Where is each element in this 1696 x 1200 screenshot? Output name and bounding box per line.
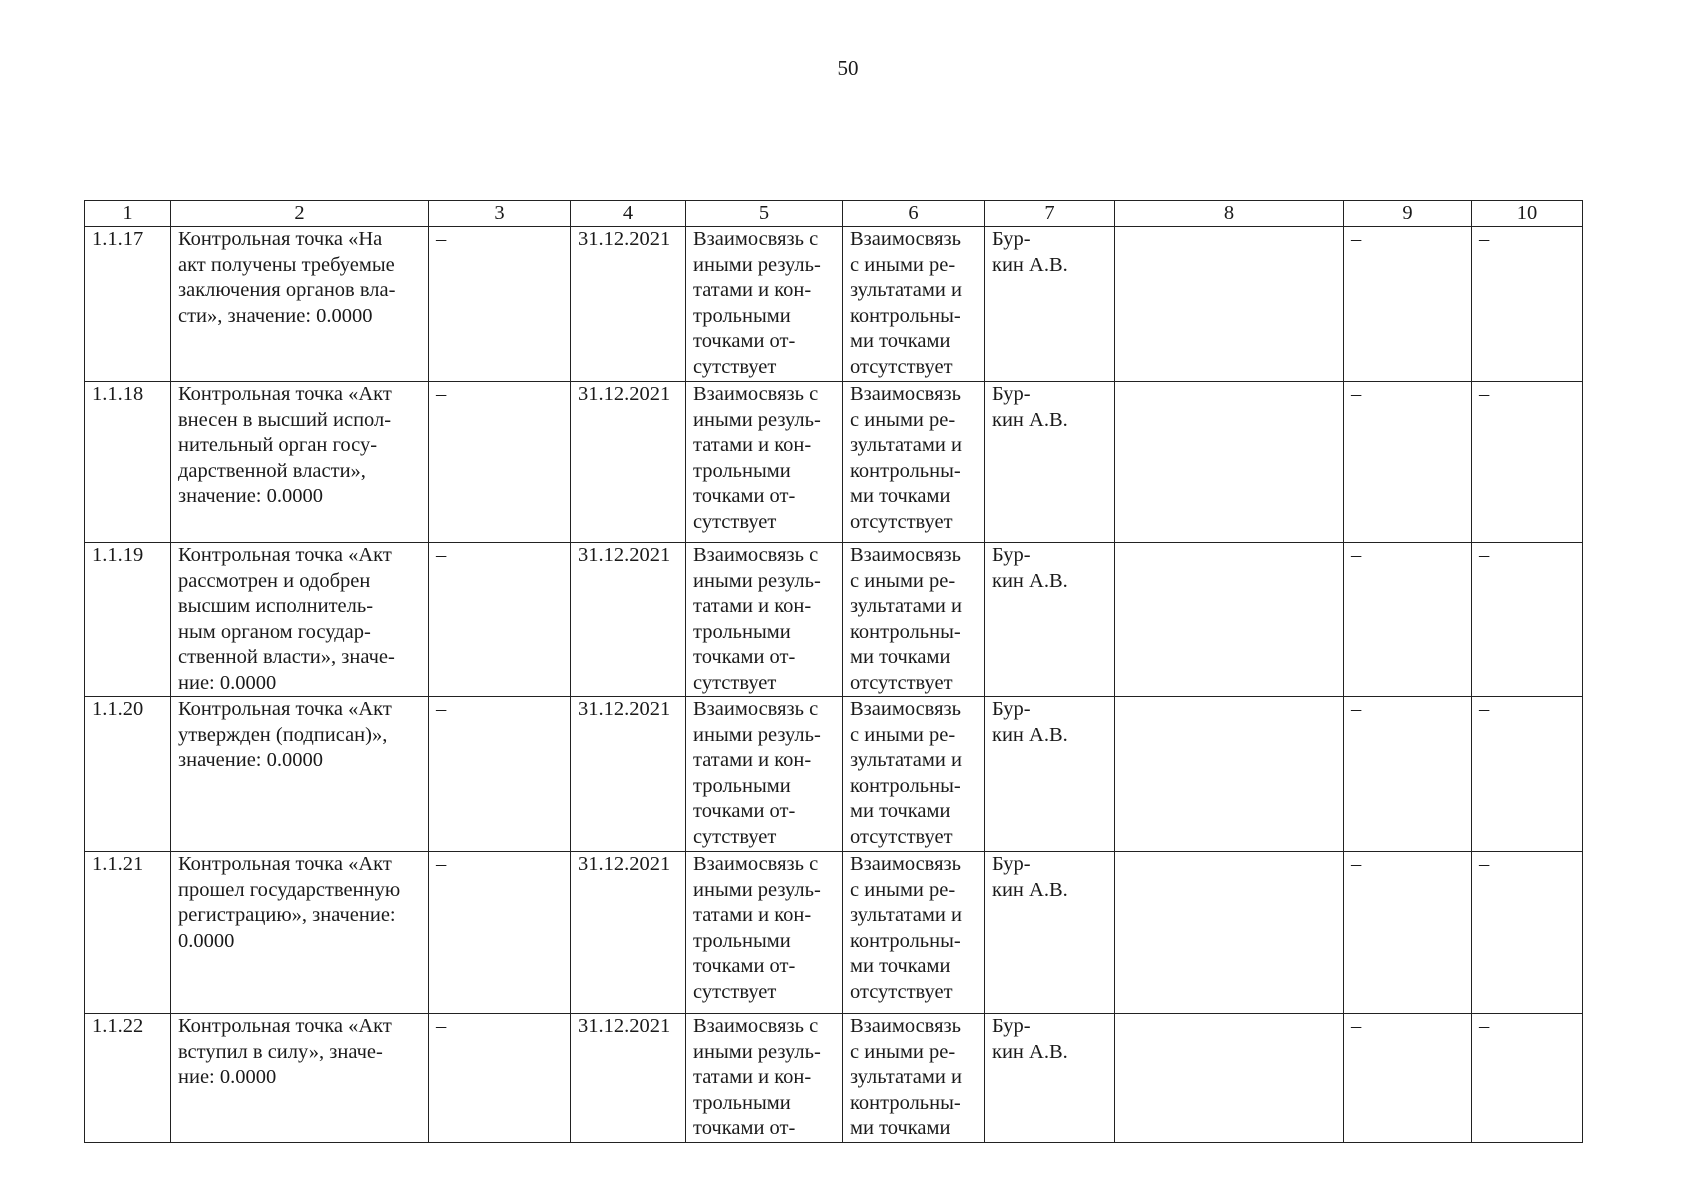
control-points-table (84, 200, 1583, 1143)
relation-control-cell-line: ми точками (850, 646, 951, 668)
table-row (85, 543, 1583, 697)
relation-results-cell-line: сутствует (693, 510, 777, 533)
column-header: 2 (171, 201, 429, 227)
col9-cell: – (1344, 227, 1472, 382)
relation-control-cell-line: Взаимосвязь (850, 1015, 961, 1037)
relation-control-cell (843, 543, 985, 697)
description-cell (171, 382, 429, 543)
date-cell: 31.12.2021 (571, 697, 686, 852)
responsible-cell-line: Бур- (992, 544, 1031, 566)
col8-cell (1115, 1014, 1344, 1143)
relation-results-cell-line: трольными (693, 304, 791, 327)
relation-control-cell-line: отсутствует (850, 825, 953, 848)
col8-cell (1115, 543, 1344, 697)
description-cell-line: прошел государственную (178, 878, 401, 901)
responsible-cell-line: Бур- (992, 1015, 1031, 1037)
relation-results-cell-line: иными резуль- (693, 253, 821, 276)
relation-control-cell-line: отсутствует (850, 671, 953, 694)
description-cell-line: сти», значение: 0.0000 (178, 304, 373, 327)
col8-cell (1115, 227, 1344, 382)
relation-control-cell-line: с иными ре- (850, 253, 956, 276)
description-cell-line: Контрольная точка «Акт (178, 698, 392, 720)
relation-results-cell-line: сутствует (693, 980, 777, 1003)
responsible-cell (985, 382, 1115, 543)
relation-control-cell-line: ми точками (850, 485, 951, 507)
description-cell-line: Контрольная точка «Акт (178, 853, 392, 875)
relation-control-cell-line: ми точками (850, 955, 951, 977)
relation-results-cell-line: татами и кон- (693, 434, 812, 456)
relation-results-cell (686, 382, 843, 543)
col3-cell: – (429, 852, 571, 1014)
relation-results-cell-line: точками от- (693, 1117, 796, 1139)
relation-control-cell-line: отсутствует (850, 355, 953, 378)
col3-cell: – (429, 1014, 571, 1143)
relation-control-cell-line: зультатами и (850, 279, 962, 301)
relation-control-cell-line: Взаимосвязь (850, 698, 961, 720)
relation-results-cell-line: татами и кон- (693, 1066, 812, 1088)
relation-results-cell-line: точками от- (693, 800, 796, 822)
relation-control-cell-line: Взаимосвязь (850, 228, 961, 250)
col8-cell (1115, 697, 1344, 852)
relation-results-cell-line: точками от- (693, 485, 796, 507)
relation-control-cell (843, 382, 985, 543)
relation-control-cell-line: контрольны- (850, 304, 961, 327)
responsible-cell-line: Бур- (992, 383, 1031, 405)
description-cell-line: 0.0000 (178, 929, 235, 952)
relation-results-cell-line: трольными (693, 1091, 791, 1114)
relation-control-cell-line: контрольны- (850, 774, 961, 797)
description-cell-line: дарственной власти», (178, 459, 366, 482)
column-header: 3 (429, 201, 571, 227)
description-cell (171, 543, 429, 697)
column-header: 7 (985, 201, 1115, 227)
responsible-cell (985, 852, 1115, 1014)
description-cell-line: высшим исполнитель- (178, 595, 374, 617)
relation-results-cell-line: татами и кон- (693, 279, 812, 301)
description-cell-line: нительный орган госу- (178, 434, 378, 456)
responsible-cell-line: кин А.В. (992, 253, 1068, 276)
relation-control-cell-line: зультатами и (850, 904, 962, 926)
responsible-cell-line: кин А.В. (992, 1040, 1068, 1063)
col8-cell (1115, 382, 1344, 543)
responsible-cell-line: кин А.В. (992, 408, 1068, 431)
description-cell-line: Контрольная точка «На (178, 228, 383, 250)
relation-control-cell-line: контрольны- (850, 459, 961, 482)
relation-control-cell-line: ми точками (850, 800, 951, 822)
relation-results-cell-line: иными резуль- (693, 723, 821, 746)
relation-results-cell (686, 543, 843, 697)
table-body (85, 227, 1583, 1143)
row-number-cell: 1.1.19 (85, 543, 171, 697)
date-cell: 31.12.2021 (571, 1014, 686, 1143)
responsible-cell-line: Бур- (992, 698, 1031, 720)
description-cell-line: вступил в силу», значе- (178, 1040, 383, 1063)
relation-control-cell-line: ми точками (850, 330, 951, 352)
col10-cell: – (1472, 227, 1583, 382)
description-cell-line: Контрольная точка «Акт (178, 544, 392, 566)
relation-results-cell (686, 852, 843, 1014)
row-number-cell: 1.1.17 (85, 227, 171, 382)
relation-results-cell-line: Взаимосвязь с (693, 544, 819, 566)
relation-results-cell-line: трольными (693, 459, 791, 482)
date-cell: 31.12.2021 (571, 227, 686, 382)
responsible-cell (985, 543, 1115, 697)
relation-results-cell-line: иными резуль- (693, 1040, 821, 1063)
responsible-cell (985, 227, 1115, 382)
column-header: 10 (1472, 201, 1583, 227)
table-row (85, 227, 1583, 382)
responsible-cell-line: кин А.В. (992, 569, 1068, 592)
column-header: 6 (843, 201, 985, 227)
relation-control-cell (843, 227, 985, 382)
relation-results-cell-line: сутствует (693, 825, 777, 848)
row-number-cell: 1.1.18 (85, 382, 171, 543)
relation-control-cell (843, 1014, 985, 1143)
relation-control-cell-line: зультатами и (850, 434, 962, 456)
row-number-cell: 1.1.21 (85, 852, 171, 1014)
responsible-cell (985, 1014, 1115, 1143)
relation-control-cell-line: контрольны- (850, 929, 961, 952)
relation-results-cell (686, 697, 843, 852)
description-cell-line: Контрольная точка «Акт (178, 1015, 392, 1037)
column-header: 1 (85, 201, 171, 227)
relation-results-cell-line: трольными (693, 929, 791, 952)
relation-results-cell (686, 1014, 843, 1143)
date-cell: 31.12.2021 (571, 852, 686, 1014)
responsible-cell-line: кин А.В. (992, 723, 1068, 746)
relation-results-cell-line: Взаимосвязь с (693, 1015, 819, 1037)
col10-cell: – (1472, 1014, 1583, 1143)
description-cell-line: рассмотрен и одобрен (178, 569, 371, 592)
responsible-cell-line: кин А.В. (992, 878, 1068, 901)
relation-results-cell-line: точками от- (693, 330, 796, 352)
relation-control-cell-line: Взаимосвязь (850, 853, 961, 875)
description-cell-line: утвержден (подписан)», (178, 723, 388, 746)
col10-cell: – (1472, 543, 1583, 697)
col10-cell: – (1472, 697, 1583, 852)
relation-control-cell-line: с иными ре- (850, 569, 956, 592)
col3-cell: – (429, 697, 571, 852)
col3-cell: – (429, 543, 571, 697)
description-cell-line: ние: 0.0000 (178, 671, 277, 694)
table-row (85, 697, 1583, 852)
relation-results-cell-line: сутствует (693, 355, 777, 378)
table-row (85, 852, 1583, 1014)
date-cell: 31.12.2021 (571, 543, 686, 697)
col10-cell: – (1472, 382, 1583, 543)
relation-control-cell-line: контрольны- (850, 1091, 961, 1114)
relation-control-cell-line: зультатами и (850, 749, 962, 771)
relation-control-cell-line: отсутствует (850, 510, 953, 533)
col9-cell: – (1344, 852, 1472, 1014)
description-cell (171, 227, 429, 382)
relation-control-cell (843, 852, 985, 1014)
table-row (85, 1014, 1583, 1143)
description-cell-line: ние: 0.0000 (178, 1066, 277, 1088)
relation-results-cell-line: иными резуль- (693, 408, 821, 431)
relation-results-cell-line: точками от- (693, 646, 796, 668)
relation-results-cell-line: трольными (693, 620, 791, 643)
date-cell: 31.12.2021 (571, 382, 686, 543)
relation-control-cell-line: зультатами и (850, 595, 962, 617)
responsible-cell-line: Бур- (992, 228, 1031, 250)
row-number-cell: 1.1.20 (85, 697, 171, 852)
responsible-cell (985, 697, 1115, 852)
col9-cell: – (1344, 1014, 1472, 1143)
relation-results-cell-line: Взаимосвязь с (693, 228, 819, 250)
description-cell (171, 852, 429, 1014)
description-cell (171, 1014, 429, 1143)
column-number-row (85, 201, 1583, 227)
description-cell-line: Контрольная точка «Акт (178, 383, 392, 405)
row-number-cell: 1.1.22 (85, 1014, 171, 1143)
relation-results-cell-line: татами и кон- (693, 749, 812, 771)
relation-results-cell (686, 227, 843, 382)
column-header: 8 (1115, 201, 1344, 227)
description-cell-line: заключения органов вла- (178, 279, 396, 301)
relation-results-cell-line: татами и кон- (693, 595, 812, 617)
description-cell-line: регистрацию», значение: (178, 904, 396, 926)
responsible-cell-line: Бур- (992, 853, 1031, 875)
relation-control-cell-line: с иными ре- (850, 878, 956, 901)
relation-results-cell-line: Взаимосвязь с (693, 383, 819, 405)
col9-cell: – (1344, 543, 1472, 697)
column-header: 4 (571, 201, 686, 227)
col3-cell: – (429, 382, 571, 543)
description-cell-line: значение: 0.0000 (178, 485, 323, 507)
relation-results-cell-line: иными резуль- (693, 569, 821, 592)
relation-control-cell-line: отсутствует (850, 980, 953, 1003)
relation-control-cell-line: контрольны- (850, 620, 961, 643)
description-cell-line: значение: 0.0000 (178, 749, 323, 771)
relation-results-cell-line: точками от- (693, 955, 796, 977)
relation-control-cell-line: с иными ре- (850, 1040, 956, 1063)
col9-cell: – (1344, 697, 1472, 852)
col8-cell (1115, 852, 1344, 1014)
table-row (85, 382, 1583, 543)
relation-control-cell-line: с иными ре- (850, 408, 956, 431)
relation-control-cell-line: Взаимосвязь (850, 383, 961, 405)
relation-results-cell-line: трольными (693, 774, 791, 797)
relation-results-cell-line: Взаимосвязь с (693, 698, 819, 720)
relation-results-cell-line: Взаимосвязь с (693, 853, 819, 875)
description-cell-line: акт получены требуемые (178, 253, 395, 276)
column-header: 9 (1344, 201, 1472, 227)
description-cell-line: ным органом государ- (178, 620, 371, 643)
relation-control-cell-line: ми точками (850, 1117, 951, 1139)
page-number: 50 (837, 56, 859, 80)
description-cell-line: внесен в высший испол- (178, 408, 392, 431)
relation-results-cell-line: татами и кон- (693, 904, 812, 926)
relation-control-cell-line: зультатами и (850, 1066, 962, 1088)
relation-control-cell (843, 697, 985, 852)
col3-cell: – (429, 227, 571, 382)
relation-results-cell-line: иными резуль- (693, 878, 821, 901)
description-cell (171, 697, 429, 852)
relation-control-cell-line: Взаимосвязь (850, 544, 961, 566)
relation-results-cell-line: сутствует (693, 671, 777, 694)
col10-cell: – (1472, 852, 1583, 1014)
description-cell-line: ственной власти», значе- (178, 646, 395, 668)
column-header: 5 (686, 201, 843, 227)
relation-control-cell-line: с иными ре- (850, 723, 956, 746)
col9-cell: – (1344, 382, 1472, 543)
